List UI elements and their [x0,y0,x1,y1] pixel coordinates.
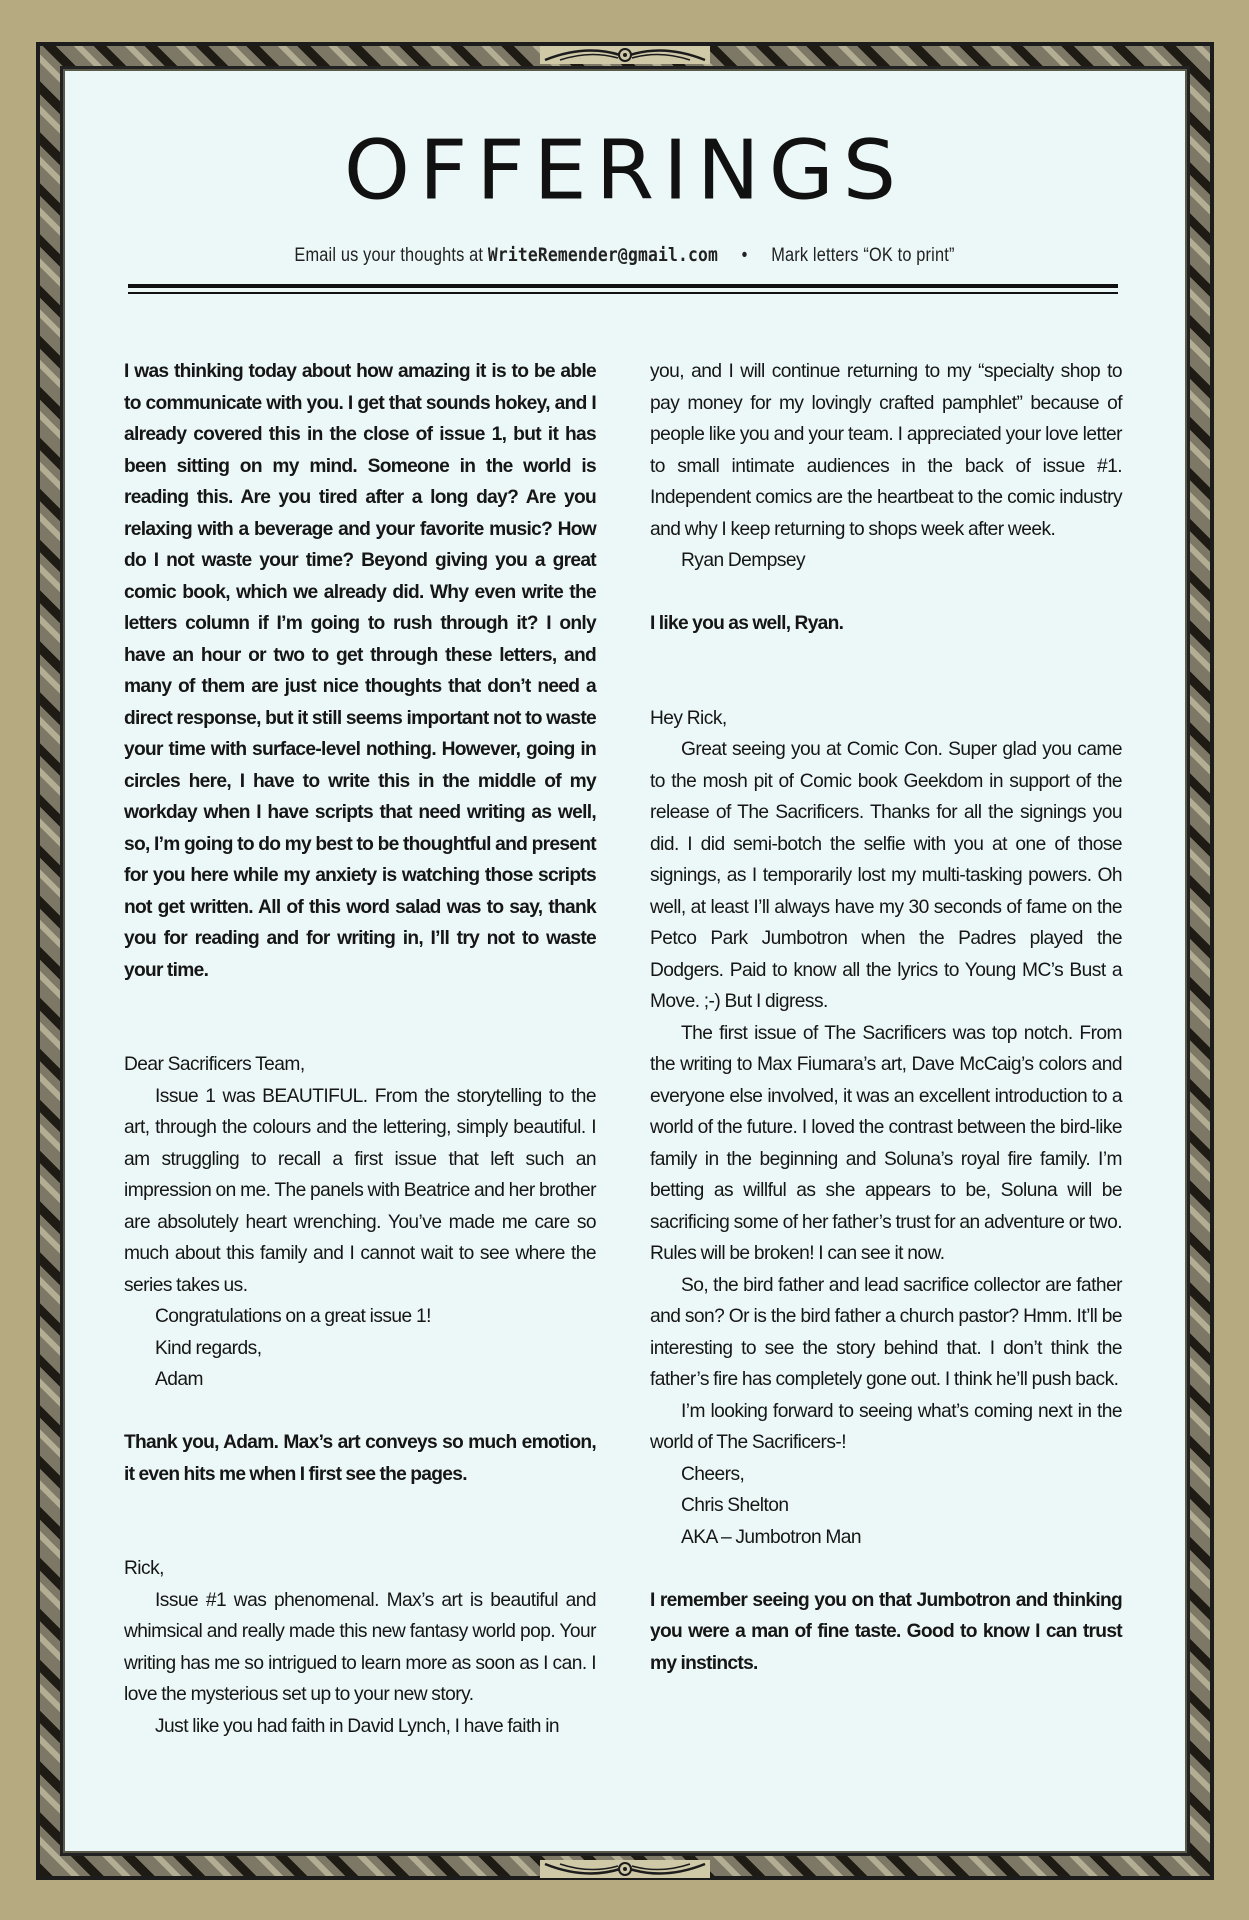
editor-response: I like you as well, Ryan. [650,613,844,634]
letter-salutation: Rick, [124,1558,164,1579]
print-note: Mark letters “OK to print” [771,245,955,266]
contact-prefix: Email us your thoughts at [294,245,484,266]
letter-body: The first issue of The Sacrificers was top notch. From the writing to Max Fiumara’s art, Dave McCaig’s colors and everyone else involved, it was an excellent introduction to a world of the future. I loved the contrast between the bird-like family in the beginning and Soluna’s royal fire family. I’m betting as willful as she appears to be, Soluna will be sacrificing some of her father’s trust for an adventure or two. Rules will be broken! I can see it now. [650,1022,1122,1264]
header-rule-thin [128,292,1118,294]
right-column [650,356,1122,1679]
letter-signature: Chris Shelton [681,1495,789,1516]
letter-body: Issue #1 was phenomenal. Max’s art is beautiful and whimsical and really made this new fantasy world pop. Your writing has me so intrigued to learn more as soon as I can. I love the mysterious set up to your new story. [124,1589,596,1705]
letter-body: So, the bird father and lead sacrifice collector are father and son? Or is the bird father a church pastor? Hmm. It’ll be interesting to see the story behind that. I don’t think the father’s fire has completely gone out. I think he’ll push back. [650,1274,1122,1390]
letter-salutation: Dear Sacrificers Team, [124,1054,305,1075]
contact-email-link[interactable]: WriteRemender@gmail.com [487,244,719,266]
letter-closing: Kind regards, [155,1337,262,1359]
letter-body: Just like you had faith in David Lynch, I have faith in [155,1715,560,1737]
editor-response: Thank you, Adam. Max’s art conveys so much emotion, it even hits me when I first see the pages. [124,1432,596,1485]
separator-dot: • [741,245,748,266]
border-ornament-top [540,46,710,64]
letter-closing: Cheers, [681,1463,745,1485]
page-title: OFFERINGS [343,121,906,219]
editor-response: I remember seeing you on that Jumbotron and thinking you were a man of fine taste. Good to know I can trust my instincts. [650,1589,1122,1674]
editor-intro: I was thinking today about how amazing it is to be able to communicate with you. I get that sounds hokey, and I already covered this in the close of issue 1, but it has been sitting on my mind. Someone in the world is reading this. Are you tired after a long day? Are you relaxing with a beverage and your favorite music? How do I not waste your time? Beyond giving you a great comic book, which we already did. Why even write the letters column if I’m going to rush through it? I only have an hour or two to get through these letters, and many of them are just nice thoughts that don’t need a direct response, but it still seems important not to waste your time with surface-level nothing. However, going in circles here, I have to write this in the middle of my workday when I have scripts that need writing as well, so, I’m going to do my best to be thoughtful and present for you here while my anxiety is watching those scripts not get written. All of this word salad was to say, thank you for reading and for writing in, I’ll try not to waste your time. [124,361,596,981]
letter-body: Great seeing you at Comic Con. Super glad you came to the mosh pit of Comic book Geekdom in support of the release of The Sacrificers. Thanks for all the signings you did. I did semi-botch the selfie with you at one of those signings, as I temporarily lost my multi-tasking powers. Oh well, at least I’ll always have my 30 seconds of fame on the Petco Park Jumbotron when the Padres played the Dodgers. Paid to know all the lyrics to Young MC’s Bust a Move. ;-) But I digress. [650,739,1122,1012]
header-rule-thick [128,284,1118,288]
letter-signature: Ryan Dempsey [681,550,806,571]
border-ornament-bottom [540,1860,710,1878]
letter-closing: Congratulations on a great issue 1! [155,1306,431,1327]
letter-signature-aka: AKA – Jumbotron Man [681,1526,862,1548]
letter-salutation: Hey Rick, [650,707,727,729]
contact-line [87,244,1161,267]
letter-body: I’m looking forward to seeing what’s coming next in the world of The Sacrificers-! [650,1400,1122,1453]
left-column [124,356,596,1742]
letter-body: you, and I will continue returning to my “specialty shop to pay money for my lovingly crafted pamphlet” because of people like you and your team. I appreciated your love letter to small intimate audiences in the back of issue #1. Independent comics are the heartbeat to the comic industry and why I keep returning to shops week after week. [650,361,1122,540]
letter-signature: Adam [155,1369,203,1390]
letter-body: Issue 1 was BEAUTIFUL. From the storytelling to the art, through the colours and the lettering, simply beautiful. I am struggling to recall a first issue that left such an impression on me. The panels with Beatrice and her brother are absolutely heart wrenching. You’ve made me care so much about this family and I cannot wait to see where the series takes us. [124,1085,596,1296]
